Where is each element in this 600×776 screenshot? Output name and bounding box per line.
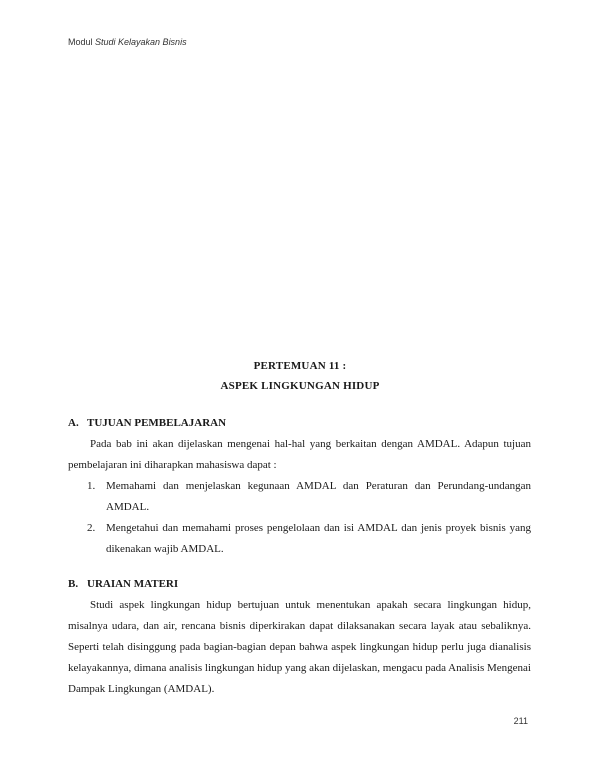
chapter-title: ASPEK LINGKUNGAN HIDUP (220, 380, 380, 392)
objectives-list (68, 476, 531, 560)
running-header (68, 37, 187, 47)
list-item-text: Mengetahui dan memahami proses pengelolaan dan isi AMDAL dan jenis proyek bisnis yang dikenakan wajib AMDAL. (106, 522, 531, 555)
section-b-title: URAIAN MATERI (87, 578, 179, 590)
list-item (68, 476, 531, 518)
list-item-number: 2. (87, 522, 96, 534)
section-b (68, 574, 531, 700)
section-a-title: TUJUAN PEMBELAJARAN (87, 417, 227, 429)
list-item (68, 518, 531, 560)
list-item-text: Memahami dan menjelaskan kegunaan AMDAL dan Peraturan dan Perundang-undangan AMDAL. (106, 480, 531, 513)
page-number: 211 (513, 716, 528, 726)
section-a-intro: Pada bab ini akan dijelaskan mengenai hal-hal yang berkaitan dengan AMDAL. Adapun tujuan pembelajaran ini diharapkan mahasiswa dapat : (68, 438, 531, 471)
chapter-number: PERTEMUAN 11 : (253, 360, 347, 372)
section-b-number: B. (68, 578, 79, 590)
header-module-title: Studi Kelayakan Bisnis (95, 37, 187, 47)
chapter-heading (0, 356, 600, 396)
section-a-heading (68, 413, 531, 434)
section-b-paragraph: Studi aspek lingkungan hidup bertujuan untuk menentukan apakah secara lingkungan hidup, misalnya udara, dan air, rencana bisnis diperkirakan dapat dilaksanakan secara layak atau sebaliknya. Seperti telah disinggung pada bagian-bagian depan bahwa aspek lingkungan hidup perlu juga dianalisis kelayakannya, dimana analisis lingkungan hidup yang akan dijelaskan, mengacu pada Analisis Mengenai Dampak Lingkungan (AMDAL). (68, 599, 531, 695)
section-a-number: A. (68, 417, 79, 429)
list-item-number: 1. (87, 480, 96, 492)
section-a (68, 413, 531, 560)
header-prefix: Modul (68, 37, 96, 47)
section-b-heading (68, 574, 531, 595)
